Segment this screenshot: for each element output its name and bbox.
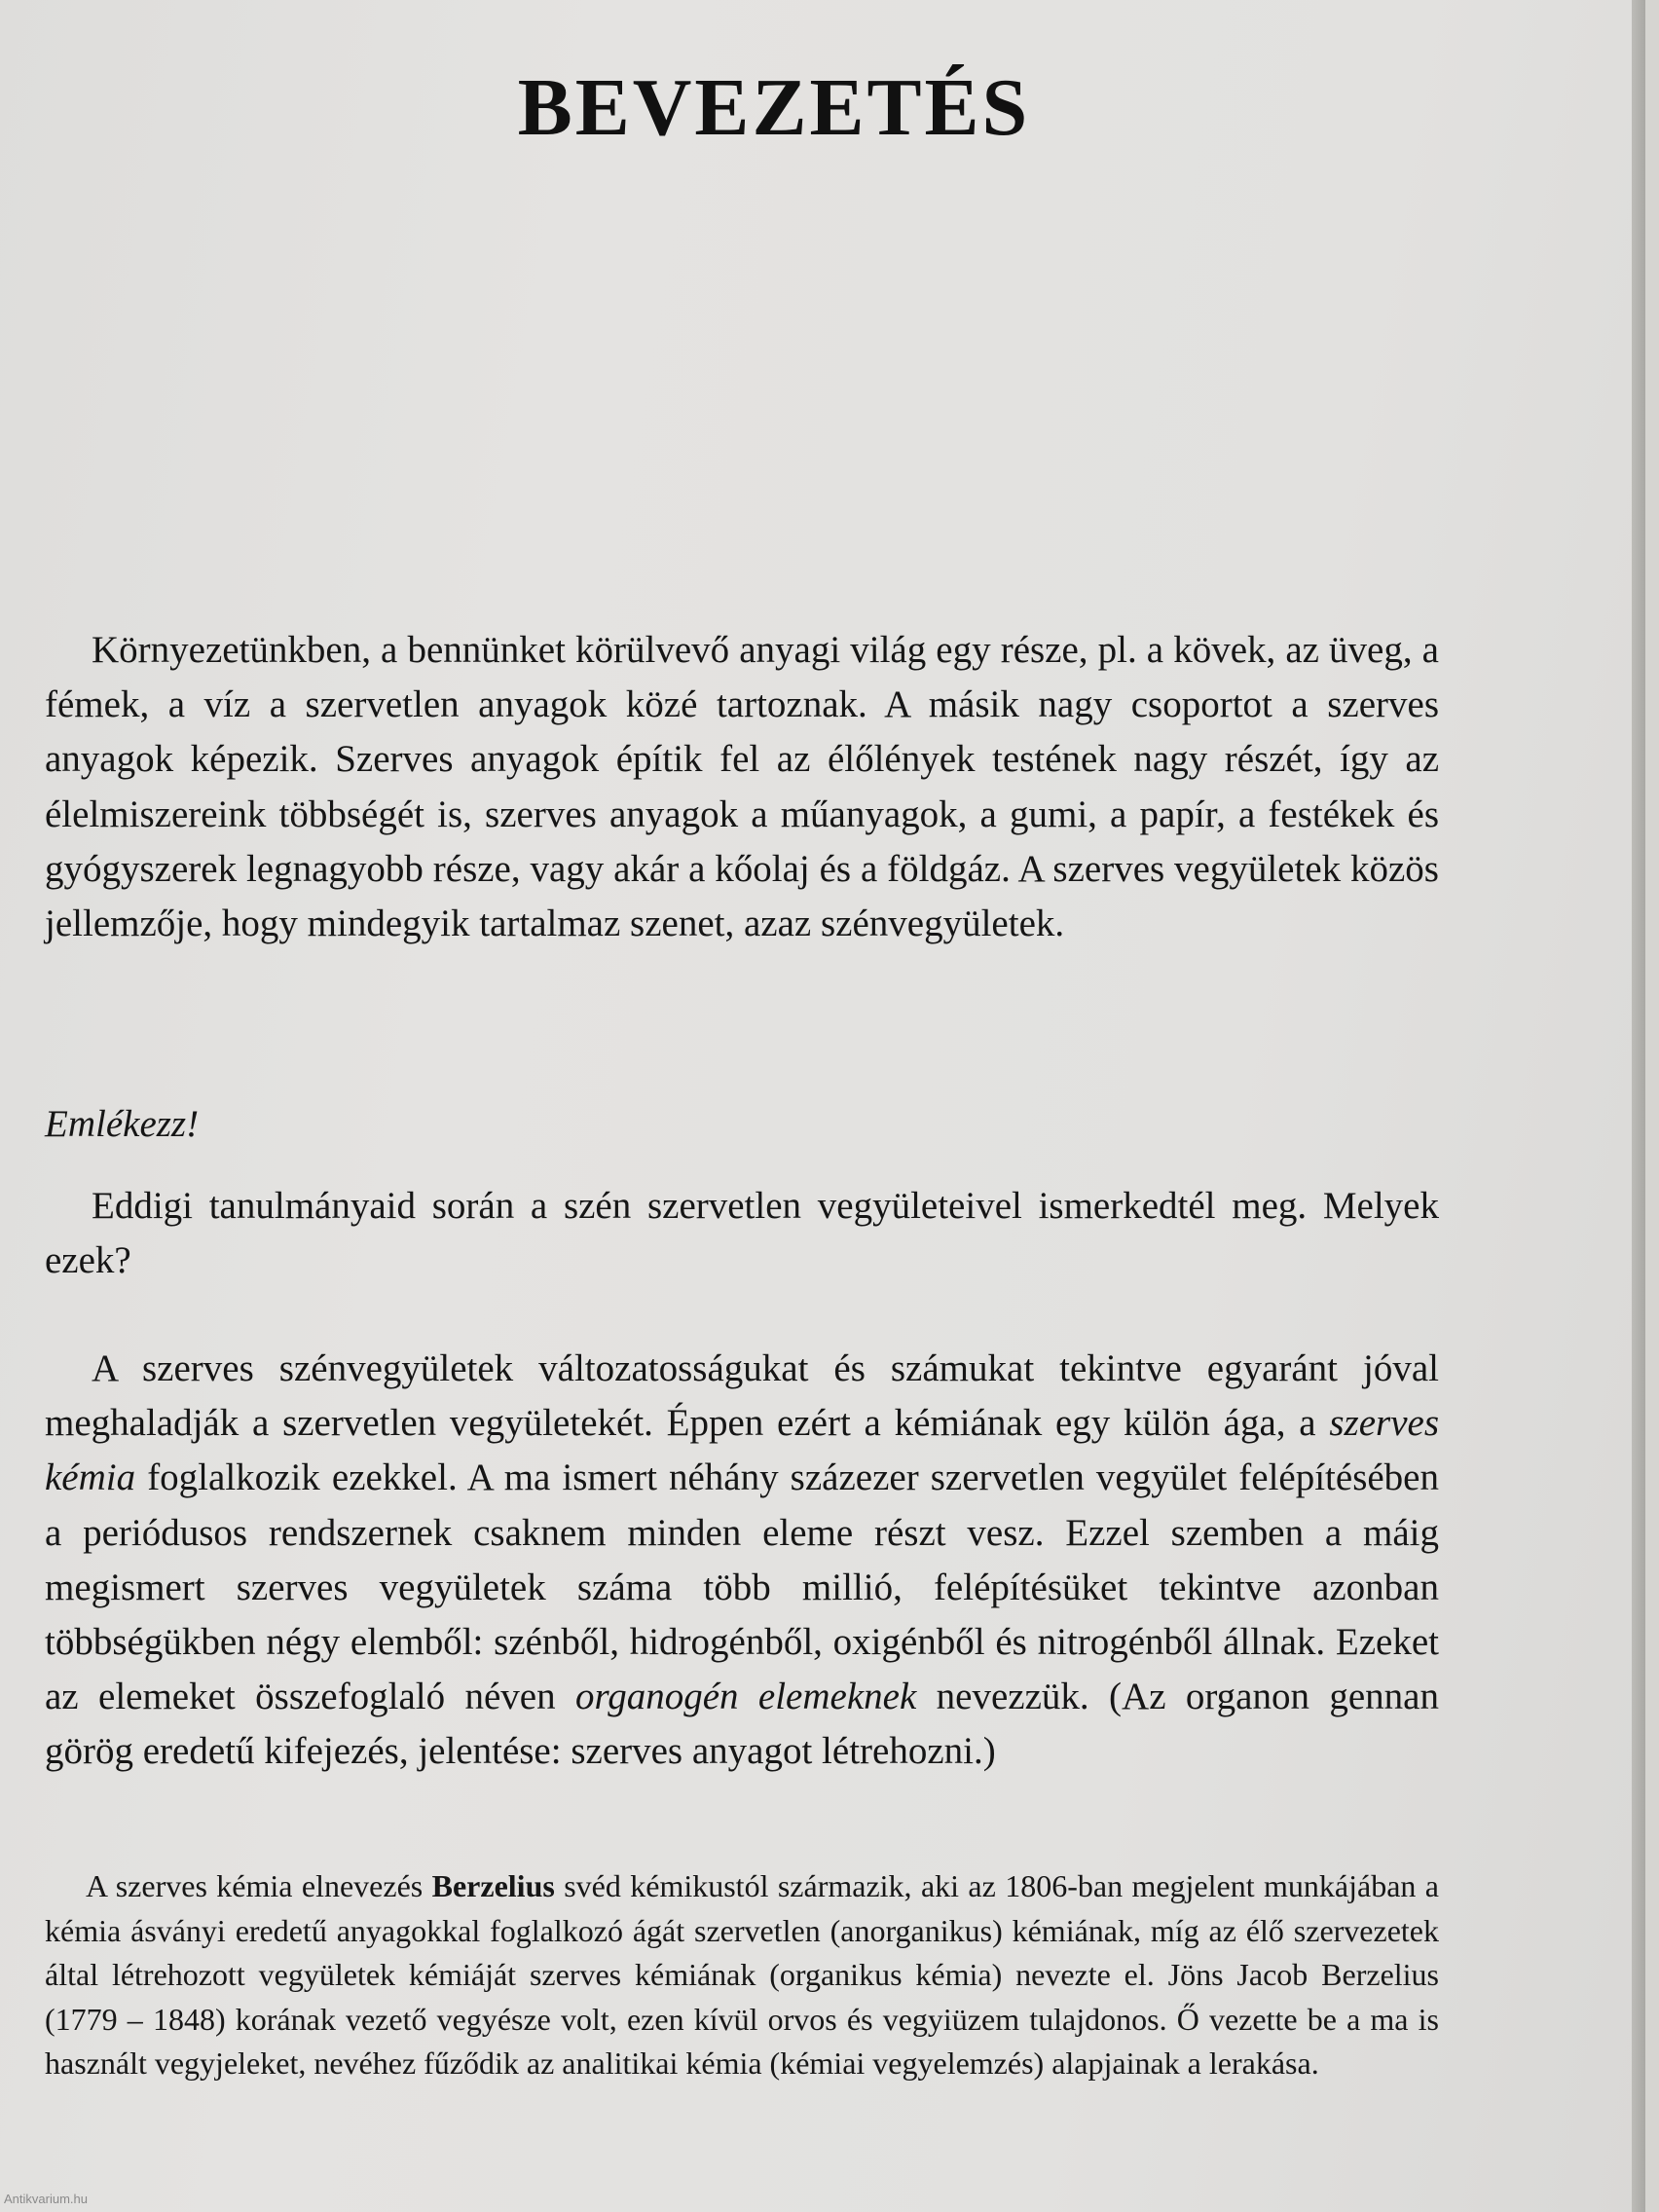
- organic-chemistry-paragraph: [45, 1342, 1439, 1780]
- note-part2: svéd kémikustól származik, aki az 1806-ban megjelent munkájában a kémia ásványi eredetű anyagokkal foglalkozó ágát szervetlen (anorganikus) kémiának, míg az élő szervezetek által létrehozott vegyületek kémiáját szerves kémiának (organikus kémia) nevezte el. Jöns Jacob Berzelius (1779 – 1848) korának vezető vegyésze volt, ezen kívül orvos és vegyiüzem tulajdonos. Ő vezette be a ma is használt vegyjeleket, nevéhez fűződik az analitikai kémia (kémiai vegyelemzés) alapjainak a lerakása.: [45, 1868, 1440, 2082]
- remember-question: [45, 1179, 1439, 1288]
- watermark: Antikvarium.hu: [4, 2192, 88, 2206]
- berzelius-note: [45, 1864, 1439, 2086]
- organic-paragraph-part1: A szerves szénvegyületek változatosságukat és számukat tekintve egyaránt jóval meghaladják a szervetlen vegyületekét. Éppen ezért a kémiának egy külön ága, a: [45, 1347, 1439, 1445]
- remember-label: Emlékezz!: [45, 1103, 200, 1145]
- note-name-berzelius: Berzelius: [431, 1868, 555, 1903]
- organic-paragraph-part2: foglalkozik ezekkel. A ma ismert néhány százezer szervetlen vegyület felépítésében a periódusos rendszernek csaknem minden eleme részt vesz. Ezzel szemben a máig megismert szerves vegyületek száma több millió, felépítésüket tekintve azonban többségükben négy elemből: szénből, hidrogénből, oxigénből és nitrogénből állnak. Ezeket az elemeket összefoglaló néven: [45, 1456, 1439, 1718]
- term-organogen-elements: organogén elemeknek: [574, 1676, 917, 1718]
- term-organic-chemistry: szerves kémia: [45, 1402, 1439, 1499]
- page-title: BEVEZETÉS: [517, 62, 1031, 153]
- note-part1: A szerves kémia elnevezés: [86, 1868, 432, 1903]
- organic-paragraph-part3: nevezzük. (Az organon gennan görög eredetű kifejezés, jelentése: szerves anyagot létrehozni.): [45, 1676, 1439, 1773]
- intro-paragraph: [45, 623, 1439, 951]
- remember-question-text: Eddigi tanulmányaid során a szén szervetlen vegyületeivel ismerkedtél meg. Melyek ezek?: [45, 1185, 1439, 1282]
- intro-paragraph-text: Környezetünkben, a bennünket körülvevő anyagi világ egy része, pl. a kövek, az üveg, a fémek, a víz a szervetlen anyagok közé tartoznak. A másik nagy csoportot a szerves anyagok képezik. Szerves anyagok építik fel az élőlények testének nagy részét, így az élelmiszereink többségét is, szerves anyagok a műanyagok, a gumi, a papír, a festékek és gyógyszerek legnagyobb része, vagy akár a kőolaj és a földgáz. A szerves vegyületek közös jellemzője, hogy mindegyik tartalmaz szenet, azaz szénvegyületek.: [45, 629, 1439, 945]
- page-edge: [1632, 0, 1645, 2212]
